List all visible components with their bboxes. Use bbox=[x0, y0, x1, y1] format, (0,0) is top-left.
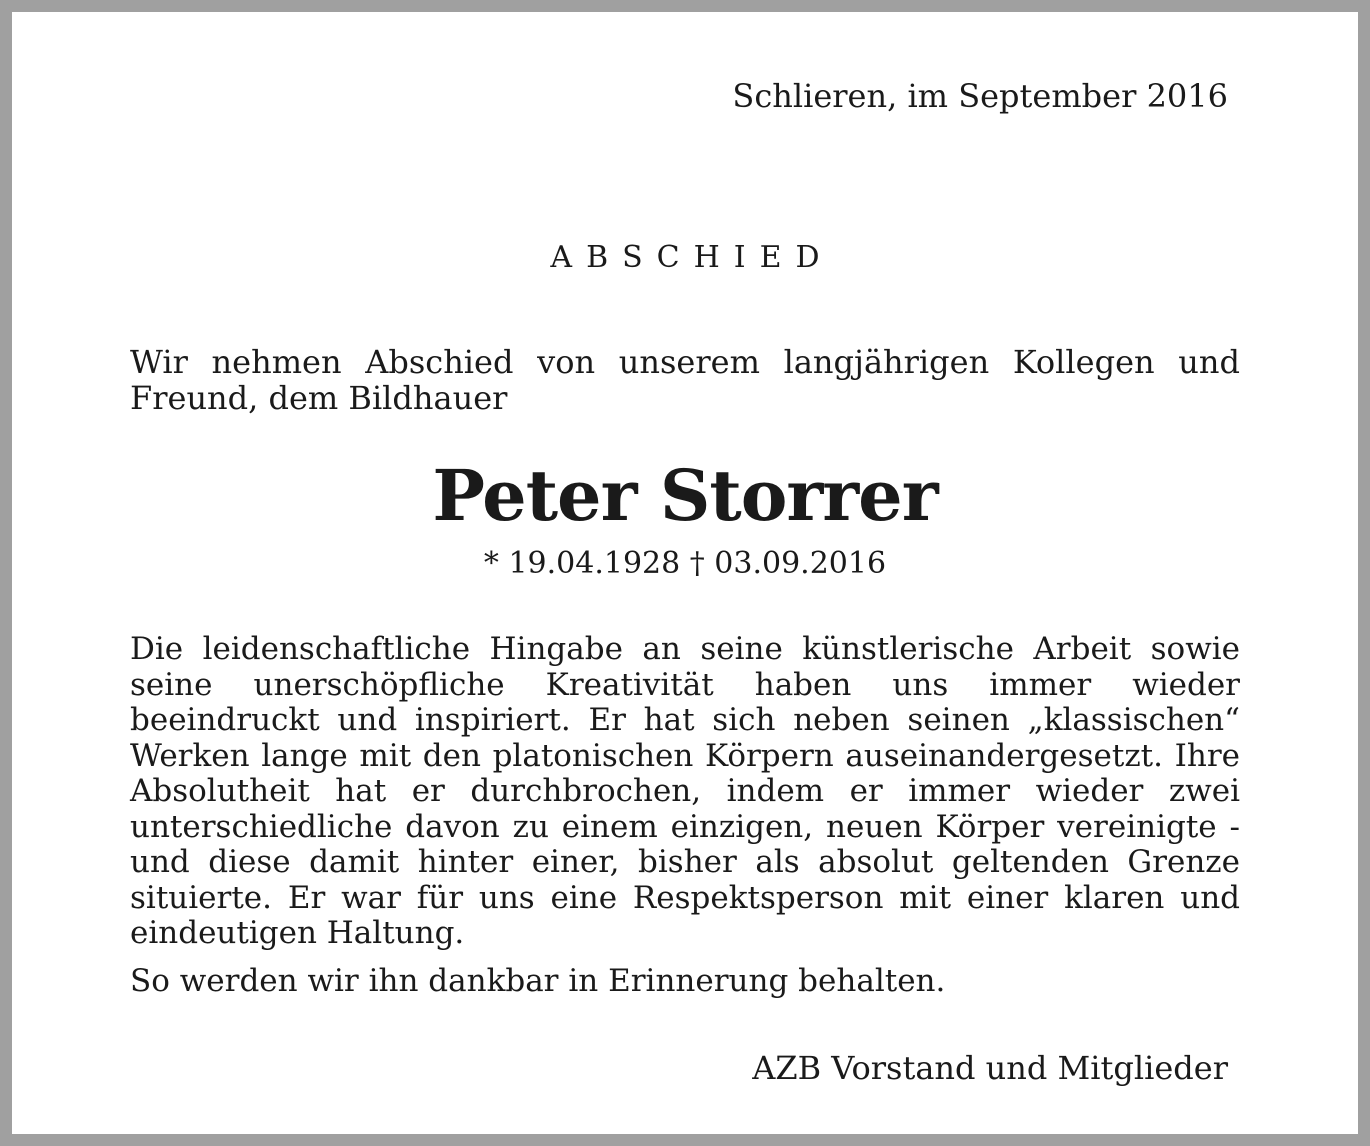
intro-paragraph: Wir nehmen Abschied von unserem langjährigen Kollegen und Freund, dem Bildhauer bbox=[130, 343, 1240, 417]
life-dates: * 19.04.1928 † 03.09.2016 bbox=[483, 546, 887, 581]
closing-sentence: So werden wir ihn dankbar in Erinnerung behalten. bbox=[130, 963, 946, 999]
signature: AZB Vorstand und Mitglieder bbox=[752, 1049, 1228, 1087]
tribute-paragraph: Die leidenschaftliche Hingabe an seine künstlerische Arbeit sowie seine unerschöpfliche Kreativität haben uns immer wieder beeindruckt und inspiriert. Er hat sich neben seinen „klassischen“ Werken lange mit den platonischen Körpern auseinandergesetzt. Ihre Absolutheit hat er durchbrochen, indem er immer wieder zwei unterschiedliche davon zu einem einzigen, neuen Körper vereinigte - und diese damit hinter einer, bisher als absolut geltenden Grenze situierte. Er war für uns eine Respektsperson mit einer klaren und eindeutigen Haltung. bbox=[130, 631, 1240, 951]
notice-heading: ABSCHIED bbox=[550, 240, 834, 275]
deceased-name: Peter Storrer bbox=[432, 454, 938, 537]
place-and-date: Schlieren, im September 2016 bbox=[732, 77, 1228, 115]
